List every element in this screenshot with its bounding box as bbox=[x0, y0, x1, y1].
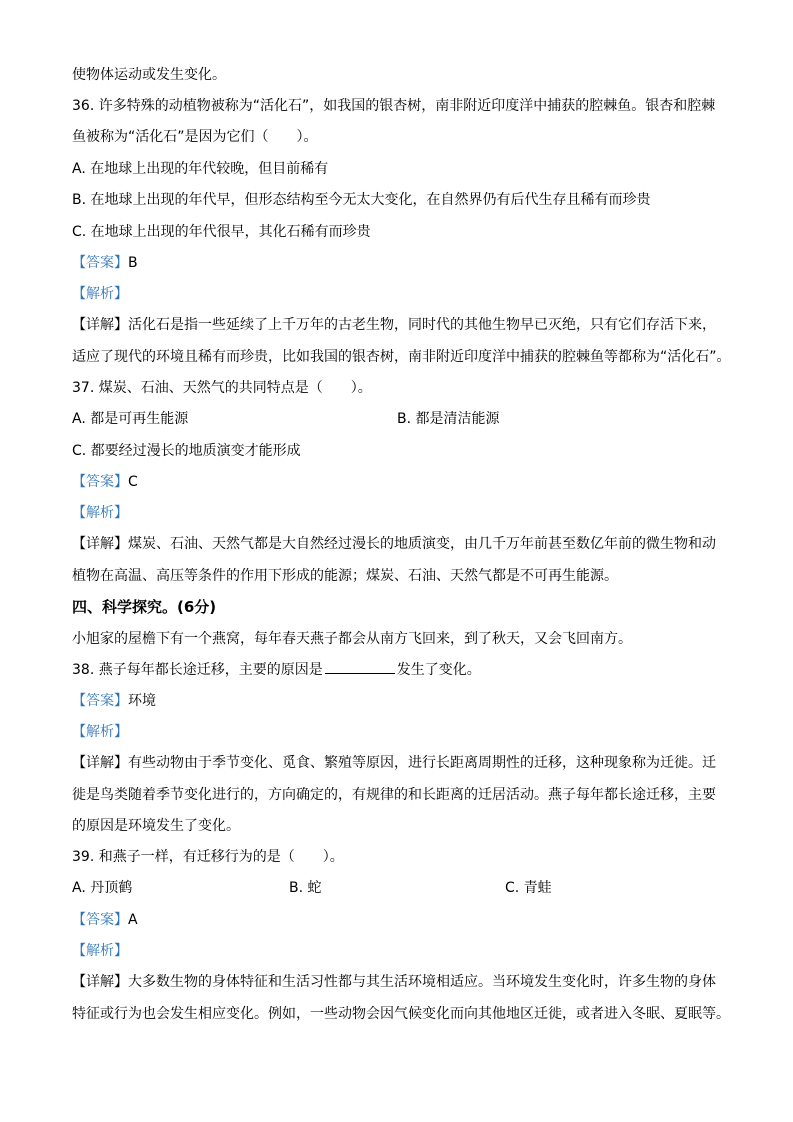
question-38-stem bbox=[72, 659, 481, 681]
answer-line bbox=[72, 690, 156, 712]
text-line: 使物体运动或发生变化。 bbox=[72, 67, 226, 83]
answer-tag: 【答案】 bbox=[72, 912, 128, 928]
option-c: C. 青蛙 bbox=[505, 880, 552, 896]
analysis-line bbox=[72, 283, 128, 305]
detail-text: 煤炭、石油、天然气都是大自然经过漫长的地质演变，由几千万年前甚至数亿年前的微生物和动 bbox=[128, 536, 716, 552]
detail-text-cont: 适应了现代的环境且稀有而珍贵，比如我国的银杏树，南非附近印度洋中捕获的腔棘鱼等都称为“活化石”。 bbox=[72, 349, 731, 365]
detail-text-cont: 植物在高温、高压等条件的作用下形成的能源；煤炭、石油、天然气都是不可再生能源。 bbox=[72, 568, 618, 584]
answer-line bbox=[72, 471, 138, 493]
analysis-line bbox=[72, 721, 128, 743]
section-heading: 四、科学探究。(6分) bbox=[72, 598, 217, 616]
detail-text-cont: 徙是鸟类随着季节变化进行的，方向确定的，有规律的和长距离的迁居活动。燕子每年都长途迁移，主要 bbox=[72, 787, 716, 803]
option-a: A. 丹顶鹤 bbox=[72, 880, 133, 896]
detail-tag: 【详解】 bbox=[72, 536, 128, 552]
detail-tag: 【详解】 bbox=[72, 974, 128, 990]
option-b: B. 在地球上出现的年代早，但形态结构至今无太大变化，在自然界仍有后代生存且稀有而珍贵 bbox=[72, 192, 651, 208]
answer-value: C bbox=[128, 474, 138, 490]
option-b: B. 都是清洁能源 bbox=[397, 411, 500, 427]
analysis-tag: 【解析】 bbox=[72, 724, 128, 740]
question-39-stem: 39. 和燕子一样，有迁移行为的是（ ）。 bbox=[72, 849, 344, 865]
analysis-tag: 【解析】 bbox=[72, 286, 128, 302]
detail-line bbox=[72, 752, 716, 774]
answer-tag: 【答案】 bbox=[72, 474, 128, 490]
analysis-tag: 【解析】 bbox=[72, 505, 128, 521]
option-c: C. 都要经过漫长的地质演变才能形成 bbox=[72, 443, 301, 459]
question-38-post: 发生了变化。 bbox=[396, 662, 481, 678]
detail-text-cont: 的原因是环境发生了变化。 bbox=[72, 818, 240, 834]
answer-line bbox=[72, 909, 138, 931]
detail-text: 大多数生物的身体特征和生活习性都与其生活环境相适应。当环境发生变化时，许多生物的身体 bbox=[128, 974, 716, 990]
answer-value: A bbox=[128, 912, 138, 928]
answer-line bbox=[72, 252, 138, 274]
question-36-stem: 36. 许多特殊的动植物被称为“活化石”，如我国的银杏树，南非附近印度洋中捕获的腔棘鱼。银杏和腔棘 bbox=[72, 98, 716, 114]
analysis-tag: 【解析】 bbox=[72, 943, 128, 959]
fill-blank bbox=[325, 659, 395, 674]
option-b: B. 蛇 bbox=[289, 880, 322, 896]
answer-tag: 【答案】 bbox=[72, 693, 128, 709]
scenario-text: 小旭家的屋檐下有一个燕窝，每年春天燕子都会从南方飞回来，到了秋天，又会飞回南方。 bbox=[72, 631, 632, 647]
option-c: C. 在地球上出现的年代很早，其化石稀有而珍贵 bbox=[72, 224, 371, 240]
option-a: A. 在地球上出现的年代较晚，但目前稀有 bbox=[72, 161, 329, 177]
question-36-stem-cont: 鱼被称为“活化石”是因为它们（ ）。 bbox=[72, 129, 318, 145]
answer-tag: 【答案】 bbox=[72, 255, 128, 271]
question-38-pre: 38. 燕子每年都长途迁移，主要的原因是 bbox=[72, 662, 323, 678]
detail-line bbox=[72, 314, 716, 336]
answer-value: 环境 bbox=[128, 693, 156, 709]
detail-text: 活化石是指一些延续了上千万年的古老生物，同时代的其他生物早已灭绝，只有它们存活下来， bbox=[128, 317, 716, 333]
detail-line bbox=[72, 533, 716, 555]
answer-value: B bbox=[128, 255, 138, 271]
option-a: A. 都是可再生能源 bbox=[72, 411, 189, 427]
detail-tag: 【详解】 bbox=[72, 755, 128, 771]
detail-text-cont: 特征或行为也会发生相应变化。例如，一些动物会因气候变化而向其他地区迁徙，或者进入冬眠、夏眠等。 bbox=[72, 1006, 730, 1022]
question-37-stem: 37. 煤炭、石油、天然气的共同特点是（ ）。 bbox=[72, 380, 372, 396]
detail-text: 有些动物由于季节变化、觅食、繁殖等原因，进行长距离周期性的迁移，这种现象称为迁徙。迁 bbox=[128, 755, 716, 771]
analysis-line bbox=[72, 940, 128, 962]
analysis-line bbox=[72, 502, 128, 524]
detail-line bbox=[72, 971, 716, 993]
detail-tag: 【详解】 bbox=[72, 317, 128, 333]
